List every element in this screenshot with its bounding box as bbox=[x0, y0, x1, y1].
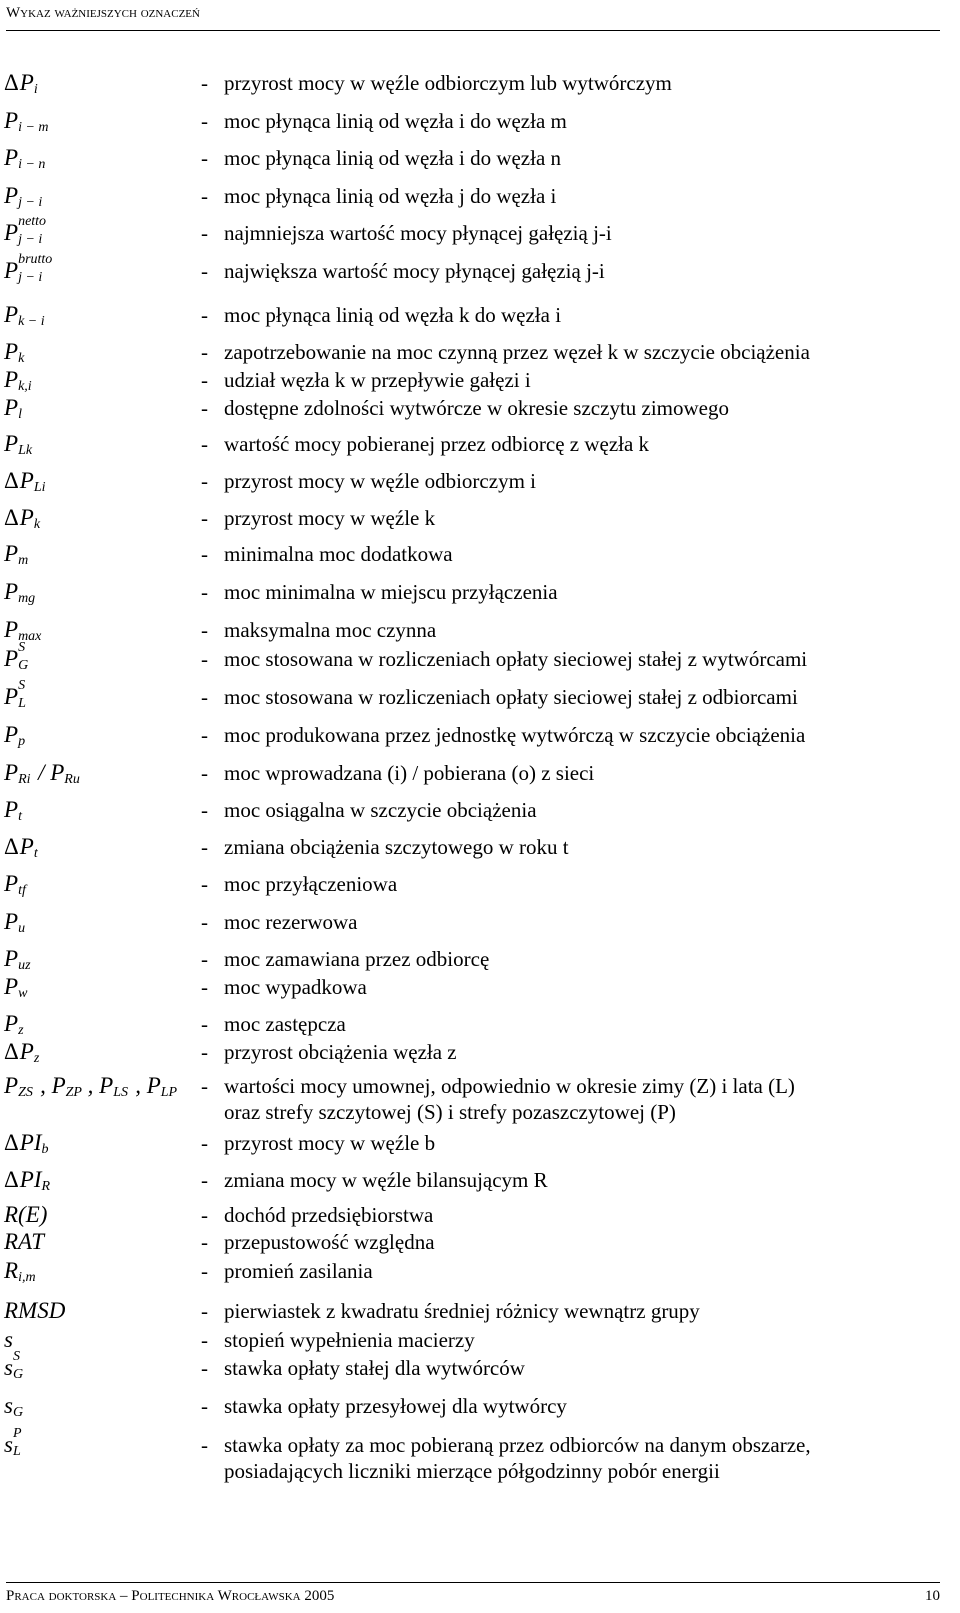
symbol-base: s bbox=[4, 1355, 13, 1380]
symbol bbox=[4, 579, 199, 605]
subscript: G bbox=[12, 1405, 24, 1420]
symbol-description: przepustowość względna bbox=[224, 1230, 435, 1254]
symbol bbox=[4, 1349, 199, 1382]
subscript: ZP bbox=[65, 1085, 82, 1100]
symbol-description: przyrost obciążenia węzła z bbox=[224, 1040, 457, 1064]
symbol-base: s bbox=[4, 1432, 13, 1457]
dash-separator: - bbox=[201, 910, 208, 934]
symbol bbox=[4, 760, 199, 786]
symbol bbox=[4, 1258, 199, 1284]
symbol-description: moc zamawiana przez odbiorcę bbox=[224, 947, 490, 971]
subscript: Ru bbox=[64, 772, 80, 787]
symbol-base: P bbox=[4, 617, 19, 642]
symbol-description: moc przyłączeniowa bbox=[224, 872, 398, 896]
dash-separator: - bbox=[201, 685, 208, 709]
dash-separator: - bbox=[201, 975, 208, 999]
symbol bbox=[4, 617, 199, 643]
symbol-base: P bbox=[19, 468, 34, 493]
dash-separator: - bbox=[201, 1040, 208, 1064]
subscript: b bbox=[41, 1142, 49, 1157]
symbol-base: P bbox=[4, 541, 19, 566]
symbol-description: moc stosowana w rozliczeniach opłaty sieciowej stałej z wytwórcami bbox=[224, 647, 808, 671]
dash-separator: - bbox=[201, 71, 208, 95]
symbol-base: R bbox=[4, 1258, 19, 1283]
symbol bbox=[4, 183, 199, 209]
symbol-base: P bbox=[99, 1073, 114, 1098]
subscript: LP bbox=[160, 1085, 178, 1100]
symbol bbox=[4, 834, 199, 860]
symbol-description: moc wypadkowa bbox=[224, 975, 367, 999]
subscript: max bbox=[18, 629, 42, 644]
dash-separator: - bbox=[201, 1131, 208, 1155]
symbol bbox=[4, 1327, 199, 1353]
dash-separator: - bbox=[201, 1328, 208, 1352]
subscript: j − i bbox=[18, 195, 43, 210]
symbol-description: przyrost mocy w węźle odbiorczym lub wytwórczym bbox=[224, 71, 672, 95]
symbol bbox=[4, 1393, 199, 1419]
symbol-base: P bbox=[4, 909, 19, 934]
symbol bbox=[4, 946, 199, 972]
symbol bbox=[4, 431, 199, 457]
dash-separator: - bbox=[201, 1394, 208, 1418]
symbol-description: przyrost mocy w węźle k bbox=[224, 506, 436, 530]
dash-separator: - bbox=[201, 947, 208, 971]
subscript: t bbox=[33, 846, 38, 861]
dash-separator: - bbox=[201, 580, 208, 604]
subscript: L bbox=[18, 696, 26, 711]
symbol bbox=[4, 505, 199, 531]
symbol-description: moc osiągalna w szczycie obciążenia bbox=[224, 798, 537, 822]
subscript: Ri bbox=[18, 772, 31, 787]
symbol-base: P bbox=[4, 220, 19, 245]
symbol-base: PI bbox=[19, 1130, 42, 1155]
dash-separator: - bbox=[201, 506, 208, 530]
dash-separator: - bbox=[201, 368, 208, 392]
page-number: 10 bbox=[925, 1588, 940, 1604]
symbol-description: moc rezerwowa bbox=[224, 910, 358, 934]
symbol bbox=[4, 70, 199, 96]
superscript: brutto bbox=[18, 252, 53, 267]
symbol-description: moc płynąca linią od węzła i do węzła m bbox=[224, 109, 567, 133]
symbol-base: P bbox=[4, 108, 19, 133]
dash-separator: - bbox=[201, 109, 208, 133]
dash-separator: - bbox=[201, 340, 208, 364]
symbol bbox=[4, 541, 199, 567]
symbol-base: P bbox=[51, 1073, 66, 1098]
symbol-description: przyrost mocy w węźle b bbox=[224, 1131, 436, 1155]
subscript: l bbox=[18, 407, 22, 422]
symbol bbox=[4, 974, 199, 1000]
symbol-base: P bbox=[4, 974, 19, 999]
subscript: mg bbox=[18, 591, 36, 606]
symbol-base: P bbox=[19, 834, 34, 859]
symbol-base: P bbox=[4, 183, 19, 208]
symbol-base: P bbox=[4, 302, 19, 327]
delta-symbol: Δ bbox=[4, 505, 19, 530]
subscript: w bbox=[18, 986, 28, 1001]
superscript: S bbox=[12, 1349, 20, 1364]
footer-text: Praca doktorska – Politechnika Wrocławska 2005 bbox=[6, 1588, 335, 1604]
subscript: tf bbox=[18, 883, 26, 898]
subscript: i bbox=[33, 82, 38, 97]
symbol-base: , bbox=[135, 1073, 147, 1098]
symbol-description: przyrost mocy w węźle odbiorczym i bbox=[224, 469, 536, 493]
superscript: netto bbox=[18, 214, 47, 229]
symbol bbox=[4, 909, 199, 935]
symbol bbox=[4, 1011, 199, 1037]
delta-symbol: Δ bbox=[4, 1130, 19, 1155]
symbol bbox=[4, 145, 199, 171]
symbol bbox=[4, 722, 199, 748]
dash-separator: - bbox=[201, 1074, 208, 1098]
delta-symbol: Δ bbox=[4, 70, 19, 95]
symbol bbox=[4, 1426, 199, 1459]
dash-separator: - bbox=[201, 184, 208, 208]
symbol-description: wartość mocy pobieranej przez odbiorcę z węzła k bbox=[224, 432, 650, 456]
symbol-base: P bbox=[4, 579, 19, 604]
dash-separator: - bbox=[201, 542, 208, 566]
subscript: i − m bbox=[18, 120, 49, 135]
subscript: u bbox=[18, 921, 26, 936]
page-footer bbox=[6, 1582, 940, 1613]
symbol-base: P bbox=[4, 797, 19, 822]
subscript: R bbox=[41, 1179, 51, 1194]
symbol-description: moc płynąca linią od węzła j do węzła i bbox=[224, 184, 557, 208]
symbol-base: P bbox=[4, 1073, 19, 1098]
symbol-description: stawka opłaty przesyłowej dla wytwórcy bbox=[224, 1394, 567, 1418]
symbol bbox=[4, 468, 199, 494]
dash-separator: - bbox=[201, 432, 208, 456]
symbol-base: P bbox=[4, 946, 19, 971]
subscript: k bbox=[18, 351, 25, 366]
symbol-description: moc produkowana przez jednostkę wytwórczą w szczycie obciążenia bbox=[224, 723, 806, 747]
symbol bbox=[4, 1298, 199, 1324]
symbol-base: P bbox=[4, 339, 19, 364]
symbol-base: s bbox=[4, 1327, 13, 1352]
subscript: G bbox=[18, 658, 29, 673]
symbol bbox=[4, 339, 199, 365]
symbol-description: zmiana obciążenia szczytowego w roku t bbox=[224, 835, 569, 859]
subscript: LS bbox=[113, 1085, 128, 1100]
subscript: k,i bbox=[18, 379, 32, 394]
symbol-description: moc płynąca linią od węzła k do węzła i bbox=[224, 303, 562, 327]
subscript: t bbox=[18, 809, 22, 824]
symbol bbox=[4, 302, 199, 328]
subscript: z bbox=[18, 1023, 24, 1038]
subscript: i,m bbox=[18, 1270, 36, 1285]
symbol-base: RAT bbox=[4, 1229, 45, 1254]
subscript: Li bbox=[33, 480, 46, 495]
subscript: uz bbox=[18, 958, 31, 973]
symbol-base: P bbox=[19, 505, 34, 530]
subscript: ZS bbox=[18, 1085, 33, 1100]
dash-separator: - bbox=[201, 303, 208, 327]
symbol bbox=[4, 797, 199, 823]
symbol-description: maksymalna moc czynna bbox=[224, 618, 437, 642]
subscript: k bbox=[33, 517, 41, 532]
delta-symbol: Δ bbox=[4, 1167, 19, 1192]
symbol-base: P bbox=[4, 684, 19, 709]
symbol bbox=[4, 871, 199, 897]
symbol-base: P bbox=[4, 258, 19, 283]
dash-separator: - bbox=[201, 1230, 208, 1254]
subscript: j − i bbox=[18, 232, 43, 247]
dash-separator: - bbox=[201, 1203, 208, 1227]
dash-separator: - bbox=[201, 618, 208, 642]
symbol bbox=[4, 1130, 199, 1156]
symbol bbox=[4, 640, 199, 673]
subscript: G bbox=[12, 1367, 24, 1382]
symbol-description: największa wartość mocy płynącej gałęzią j-i bbox=[224, 259, 605, 283]
symbol bbox=[4, 1229, 199, 1255]
symbol-description: moc płynąca linią od węzła i do węzła n bbox=[224, 146, 562, 170]
symbol bbox=[4, 1073, 199, 1099]
symbol-description: minimalna moc dodatkowa bbox=[224, 542, 453, 566]
subscript: m bbox=[18, 553, 29, 568]
symbol-base: PI bbox=[19, 1167, 42, 1192]
subscript: j − i bbox=[18, 270, 43, 285]
dash-separator: - bbox=[201, 146, 208, 170]
subscript: i − n bbox=[18, 157, 46, 172]
subscript: k − i bbox=[18, 314, 45, 329]
symbol-description: najmniejsza wartość mocy płynącej gałęzią j-i bbox=[224, 221, 612, 245]
subscript: Lk bbox=[18, 443, 33, 458]
symbol-base: P bbox=[50, 760, 65, 785]
symbol bbox=[4, 367, 199, 393]
dash-separator: - bbox=[201, 761, 208, 785]
dash-separator: - bbox=[201, 1433, 208, 1457]
symbol-description: wartości mocy umownej, odpowiednio w okresie zimy (Z) i lata (L) oraz strefy szczytowej (S) i strefy pozaszczytowej (P) bbox=[224, 1074, 795, 1124]
symbol-base: RMSD bbox=[4, 1298, 66, 1323]
symbol-base: P bbox=[19, 1039, 34, 1064]
symbol-description: stopień wypełnienia macierzy bbox=[224, 1328, 475, 1352]
superscript: P bbox=[12, 1426, 22, 1441]
symbol-base: s bbox=[4, 1393, 13, 1418]
symbol bbox=[4, 395, 199, 421]
dash-separator: - bbox=[201, 1168, 208, 1192]
symbol-description: udział węzła k w przepływie gałęzi i bbox=[224, 368, 531, 392]
symbol-description: zapotrzebowanie na moc czynną przez węzeł k w szczycie obciążenia bbox=[224, 340, 810, 364]
symbol-base: / bbox=[38, 760, 51, 785]
symbol-base: P bbox=[4, 367, 19, 392]
dash-separator: - bbox=[201, 1012, 208, 1036]
delta-symbol: Δ bbox=[4, 834, 19, 859]
header-title: Wykaz ważniejszych oznaczeń bbox=[6, 5, 200, 21]
symbol-base: P bbox=[19, 70, 34, 95]
symbol-base: P bbox=[4, 145, 19, 170]
symbol bbox=[4, 214, 199, 247]
symbol bbox=[4, 1039, 199, 1065]
delta-symbol: Δ bbox=[4, 1039, 19, 1064]
symbol-description: moc zastępcza bbox=[224, 1012, 346, 1036]
symbol bbox=[4, 252, 199, 285]
dash-separator: - bbox=[201, 1356, 208, 1380]
symbol-base: P bbox=[4, 395, 19, 420]
symbol-description: pierwiastek z kwadratu średniej różnicy wewnątrz grupy bbox=[224, 1299, 700, 1323]
symbol-description: dostępne zdolności wytwórcze w okresie szczytu zimowego bbox=[224, 396, 730, 420]
delta-symbol: Δ bbox=[4, 468, 19, 493]
symbol-description: stawka opłaty za moc pobieraną przez odbiorców na danym obszarze, posiadających liczniki mierzące półgodzinny pobór energii bbox=[224, 1433, 811, 1483]
symbol-description: moc wprowadzana (i) / pobierana (o) z sieci bbox=[224, 761, 595, 785]
subscript: p bbox=[18, 734, 26, 749]
superscript: S bbox=[18, 640, 26, 655]
superscript: S bbox=[18, 678, 26, 693]
subscript: z bbox=[33, 1051, 40, 1066]
symbol-base: P bbox=[4, 760, 19, 785]
symbol-base: , bbox=[40, 1073, 52, 1098]
dash-separator: - bbox=[201, 221, 208, 245]
symbol-description: dochód przedsiębiorstwa bbox=[224, 1203, 434, 1227]
symbol-base: R(E) bbox=[4, 1202, 48, 1227]
symbol-base: P bbox=[4, 1011, 19, 1036]
symbol-base: P bbox=[4, 722, 19, 747]
symbol-base: P bbox=[4, 431, 19, 456]
dash-separator: - bbox=[201, 1299, 208, 1323]
symbol-description: stawka opłaty stałej dla wytwórców bbox=[224, 1356, 525, 1380]
symbol bbox=[4, 1167, 199, 1193]
symbol bbox=[4, 1202, 199, 1228]
dash-separator: - bbox=[201, 647, 208, 671]
subscript: L bbox=[12, 1444, 21, 1459]
dash-separator: - bbox=[201, 872, 208, 896]
symbol-base: P bbox=[4, 646, 19, 671]
symbol-description: moc stosowana w rozliczeniach opłaty sieciowej stałej z odbiorcami bbox=[224, 685, 798, 709]
dash-separator: - bbox=[201, 723, 208, 747]
dash-separator: - bbox=[201, 835, 208, 859]
symbol bbox=[4, 108, 199, 134]
dash-separator: - bbox=[201, 396, 208, 420]
dash-separator: - bbox=[201, 798, 208, 822]
symbol-description: zmiana mocy w węźle bilansującym R bbox=[224, 1168, 548, 1192]
dash-separator: - bbox=[201, 259, 208, 283]
symbol-base: , bbox=[87, 1073, 100, 1098]
symbol-description: moc minimalna w miejscu przyłączenia bbox=[224, 580, 558, 604]
symbol-base: P bbox=[4, 871, 19, 896]
symbol bbox=[4, 678, 199, 711]
symbol-base: P bbox=[146, 1073, 161, 1098]
dash-separator: - bbox=[201, 1259, 208, 1283]
dash-separator: - bbox=[201, 469, 208, 493]
symbol-description: promień zasilania bbox=[224, 1259, 373, 1283]
